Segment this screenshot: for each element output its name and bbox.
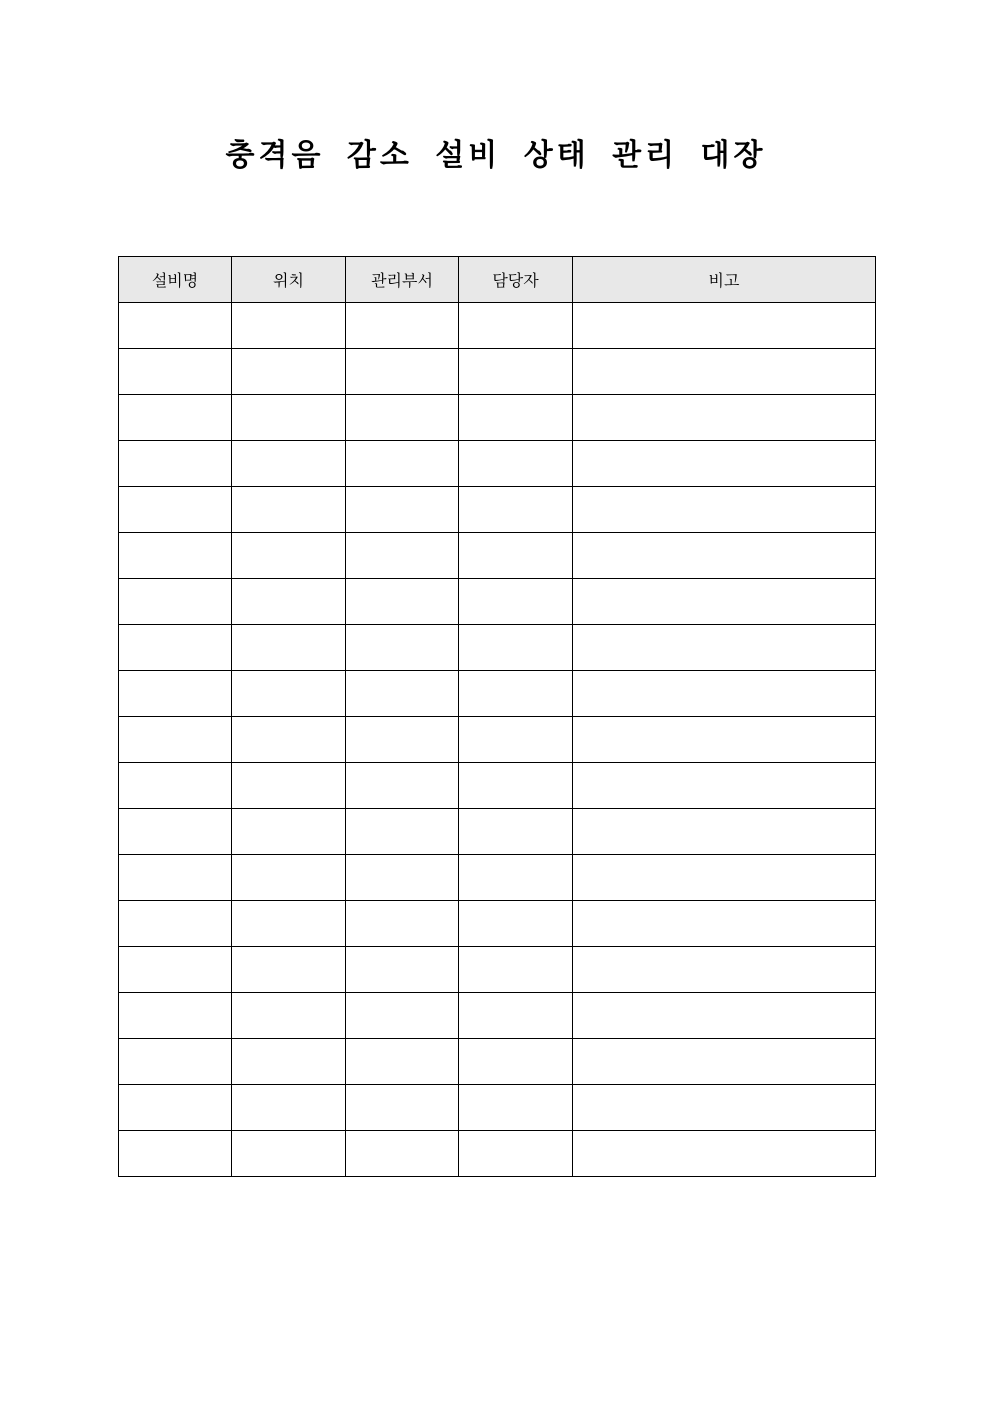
cell-location[interactable]: [232, 487, 346, 533]
cell-remarks[interactable]: [573, 441, 876, 487]
table-row: [119, 533, 876, 579]
table-body: [119, 303, 876, 1177]
table-row: [119, 717, 876, 763]
cell-remarks[interactable]: [573, 487, 876, 533]
header-remarks: 비고: [573, 257, 876, 303]
cell-remarks[interactable]: [573, 671, 876, 717]
cell-location[interactable]: [232, 809, 346, 855]
cell-location[interactable]: [232, 993, 346, 1039]
cell-person-in-charge[interactable]: [459, 441, 573, 487]
cell-equipment-name[interactable]: [119, 901, 232, 947]
cell-person-in-charge[interactable]: [459, 349, 573, 395]
cell-remarks[interactable]: [573, 1131, 876, 1177]
cell-remarks[interactable]: [573, 855, 876, 901]
table-row: [119, 625, 876, 671]
cell-location[interactable]: [232, 947, 346, 993]
cell-location[interactable]: [232, 901, 346, 947]
table-row: [119, 1039, 876, 1085]
cell-remarks[interactable]: [573, 809, 876, 855]
table-row: [119, 809, 876, 855]
cell-person-in-charge[interactable]: [459, 303, 573, 349]
cell-managing-department[interactable]: [346, 763, 459, 809]
cell-managing-department[interactable]: [346, 533, 459, 579]
cell-remarks[interactable]: [573, 947, 876, 993]
cell-remarks[interactable]: [573, 1039, 876, 1085]
table-row: [119, 947, 876, 993]
table-row: [119, 855, 876, 901]
cell-equipment-name[interactable]: [119, 303, 232, 349]
cell-person-in-charge[interactable]: [459, 947, 573, 993]
cell-equipment-name[interactable]: [119, 625, 232, 671]
cell-equipment-name[interactable]: [119, 533, 232, 579]
table-row: [119, 395, 876, 441]
cell-remarks[interactable]: [573, 395, 876, 441]
cell-remarks[interactable]: [573, 533, 876, 579]
cell-managing-department[interactable]: [346, 901, 459, 947]
cell-person-in-charge[interactable]: [459, 1131, 573, 1177]
cell-remarks[interactable]: [573, 349, 876, 395]
header-equipment-name: 설비명: [119, 257, 232, 303]
cell-managing-department[interactable]: [346, 809, 459, 855]
cell-location[interactable]: [232, 441, 346, 487]
cell-managing-department[interactable]: [346, 993, 459, 1039]
table-row: [119, 349, 876, 395]
table-row: [119, 487, 876, 533]
cell-person-in-charge[interactable]: [459, 855, 573, 901]
table-row: [119, 993, 876, 1039]
cell-equipment-name[interactable]: [119, 855, 232, 901]
cell-equipment-name[interactable]: [119, 809, 232, 855]
cell-location[interactable]: [232, 855, 346, 901]
cell-managing-department[interactable]: [346, 303, 459, 349]
cell-managing-department[interactable]: [346, 579, 459, 625]
cell-person-in-charge[interactable]: [459, 625, 573, 671]
cell-location[interactable]: [232, 1085, 346, 1131]
cell-equipment-name[interactable]: [119, 487, 232, 533]
cell-managing-department[interactable]: [346, 947, 459, 993]
table-row: [119, 441, 876, 487]
cell-location[interactable]: [232, 1039, 346, 1085]
table-row: [119, 763, 876, 809]
cell-equipment-name[interactable]: [119, 1039, 232, 1085]
cell-person-in-charge[interactable]: [459, 993, 573, 1039]
table-row: [119, 1085, 876, 1131]
cell-location[interactable]: [232, 349, 346, 395]
table-row: [119, 901, 876, 947]
cell-person-in-charge[interactable]: [459, 717, 573, 763]
cell-managing-department[interactable]: [346, 671, 459, 717]
cell-managing-department[interactable]: [346, 855, 459, 901]
cell-person-in-charge[interactable]: [459, 579, 573, 625]
equipment-status-table: [118, 256, 876, 1177]
cell-equipment-name[interactable]: [119, 763, 232, 809]
cell-managing-department[interactable]: [346, 1085, 459, 1131]
cell-equipment-name[interactable]: [119, 441, 232, 487]
cell-person-in-charge[interactable]: [459, 533, 573, 579]
cell-equipment-name[interactable]: [119, 395, 232, 441]
header-managing-department: 관리부서: [346, 257, 459, 303]
cell-location[interactable]: [232, 1131, 346, 1177]
cell-remarks[interactable]: [573, 1085, 876, 1131]
cell-location[interactable]: [232, 395, 346, 441]
cell-location[interactable]: [232, 671, 346, 717]
cell-person-in-charge[interactable]: [459, 395, 573, 441]
header-person-in-charge: 담당자: [459, 257, 573, 303]
cell-person-in-charge[interactable]: [459, 809, 573, 855]
cell-equipment-name[interactable]: [119, 1085, 232, 1131]
cell-managing-department[interactable]: [346, 349, 459, 395]
cell-equipment-name[interactable]: [119, 993, 232, 1039]
cell-location[interactable]: [232, 717, 346, 763]
table-row: [119, 579, 876, 625]
cell-location[interactable]: [232, 763, 346, 809]
cell-person-in-charge[interactable]: [459, 901, 573, 947]
cell-managing-department[interactable]: [346, 395, 459, 441]
cell-person-in-charge[interactable]: [459, 1085, 573, 1131]
cell-equipment-name[interactable]: [119, 1131, 232, 1177]
table-row: [119, 1131, 876, 1177]
cell-remarks[interactable]: [573, 579, 876, 625]
cell-equipment-name[interactable]: [119, 579, 232, 625]
cell-location[interactable]: [232, 303, 346, 349]
cell-managing-department[interactable]: [346, 487, 459, 533]
cell-person-in-charge[interactable]: [459, 1039, 573, 1085]
cell-remarks[interactable]: [573, 901, 876, 947]
cell-managing-department[interactable]: [346, 441, 459, 487]
cell-equipment-name[interactable]: [119, 349, 232, 395]
table-row: [119, 303, 876, 349]
cell-remarks[interactable]: [573, 717, 876, 763]
cell-location[interactable]: [232, 625, 346, 671]
cell-equipment-name[interactable]: [119, 947, 232, 993]
cell-remarks[interactable]: [573, 763, 876, 809]
cell-location[interactable]: [232, 579, 346, 625]
document-title: 충격음 감소 설비 상태 관리 대장: [225, 138, 767, 173]
cell-remarks[interactable]: [573, 993, 876, 1039]
cell-person-in-charge[interactable]: [459, 671, 573, 717]
table-header-row: [119, 257, 876, 303]
cell-location[interactable]: [232, 533, 346, 579]
cell-remarks[interactable]: [573, 303, 876, 349]
cell-person-in-charge[interactable]: [459, 487, 573, 533]
cell-managing-department[interactable]: [346, 1039, 459, 1085]
cell-managing-department[interactable]: [346, 1131, 459, 1177]
cell-managing-department[interactable]: [346, 717, 459, 763]
cell-remarks[interactable]: [573, 625, 876, 671]
cell-managing-department[interactable]: [346, 625, 459, 671]
cell-equipment-name[interactable]: [119, 671, 232, 717]
header-location: 위치: [232, 257, 346, 303]
cell-person-in-charge[interactable]: [459, 763, 573, 809]
table-row: [119, 671, 876, 717]
cell-equipment-name[interactable]: [119, 717, 232, 763]
